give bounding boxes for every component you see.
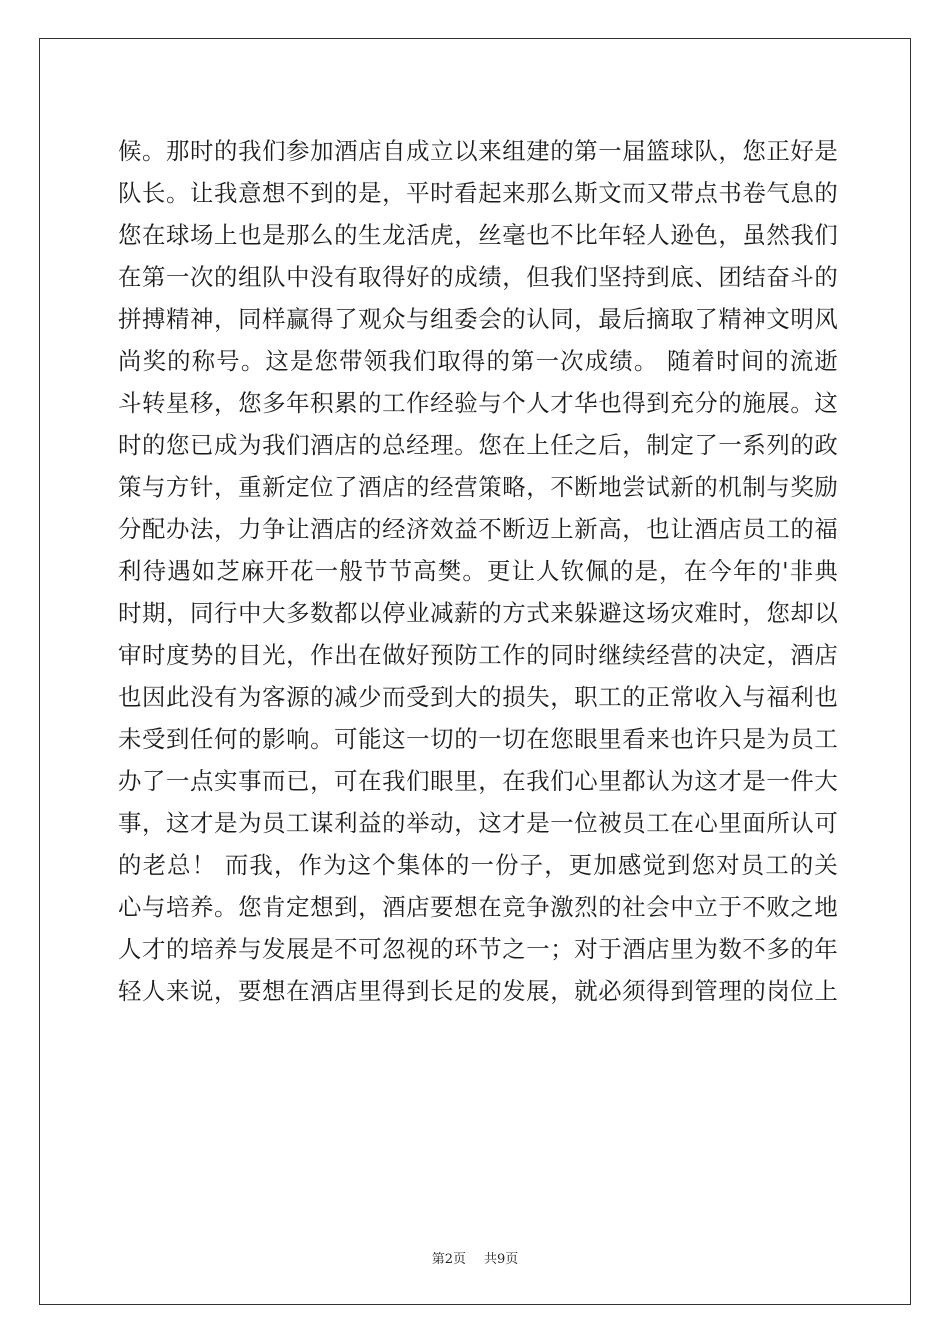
text-line: 您在球场上也是那么的生龙活虎，丝毫也不比年轻人逊色，虽然我们 <box>118 221 838 249</box>
text-line: 办了一点实事而已，可在我们眼里，在我们心里都认为这才是一件大 <box>118 767 838 795</box>
text-line: 候。那时的我们参加酒店自成立以来组建的第一届篮球队，您正好是 <box>118 137 838 165</box>
text-line: 心与培养。您肯定想到，酒店要想在竞争激烈的社会中立于不败之地 <box>118 893 838 921</box>
text-line: 的老总！ 而我，作为这个集体的一份子，更加感觉到您对员工的关 <box>118 851 838 879</box>
text-line: 时期，同行中大多数都以停业减薪的方式来躲避这场灾难时，您却以 <box>118 599 838 627</box>
text-line: 审时度势的目光，作出在做好预防工作的同时继续经营的决定，酒店 <box>118 641 838 669</box>
text-line: 斗转星移，您多年积累的工作经验与个人才华也得到充分的施展。这 <box>118 389 838 417</box>
text-line: 轻人来说，要想在酒店里得到长足的发展，就必须得到管理的岗位上 <box>118 977 838 1005</box>
text-line: 也因此没有为客源的减少而受到大的损失，职工的正常收入与福利也 <box>118 683 838 711</box>
text-line: 拼搏精神，同样赢得了观众与组委会的认同，最后摘取了精神文明风 <box>118 305 838 333</box>
text-line: 队长。让我意想不到的是，平时看起来那么斯文而又带点书卷气息的 <box>118 179 838 207</box>
page-number: 第2页 <box>431 1252 466 1267</box>
text-line: 在第一次的组队中没有取得好的成绩，但我们坚持到底、团结奋斗的 <box>118 263 838 291</box>
text-line: 未受到任何的影响。可能这一切的一切在您眼里看来也许只是为员工 <box>118 725 838 753</box>
document-body <box>118 130 838 1012</box>
text-line: 尚奖的称号。这是您带领我们取得的第一次成绩。 随着时间的流逝 <box>118 347 838 375</box>
text-line: 策与方针，重新定位了酒店的经营策略，不断地尝试新的机制与奖励 <box>118 473 838 501</box>
text-line: 利待遇如芝麻开花一般节节高樊。更让人钦佩的是，在今年的'非典 <box>118 557 838 585</box>
text-line: 分配办法，力争让酒店的经济效益不断迈上新高，也让酒店员工的福 <box>118 515 838 543</box>
text-line: 事，这才是为员工谋利益的举动，这才是一位被员工在心里面所认可 <box>118 809 838 837</box>
page-footer <box>0 1248 950 1267</box>
page-total: 共9页 <box>484 1252 519 1267</box>
text-line: 时的您已成为我们酒店的总经理。您在上任之后，制定了一系列的政 <box>118 431 838 459</box>
text-line: 人才的培养与发展是不可忽视的环节之一；对于酒店里为数不多的年 <box>118 935 838 963</box>
